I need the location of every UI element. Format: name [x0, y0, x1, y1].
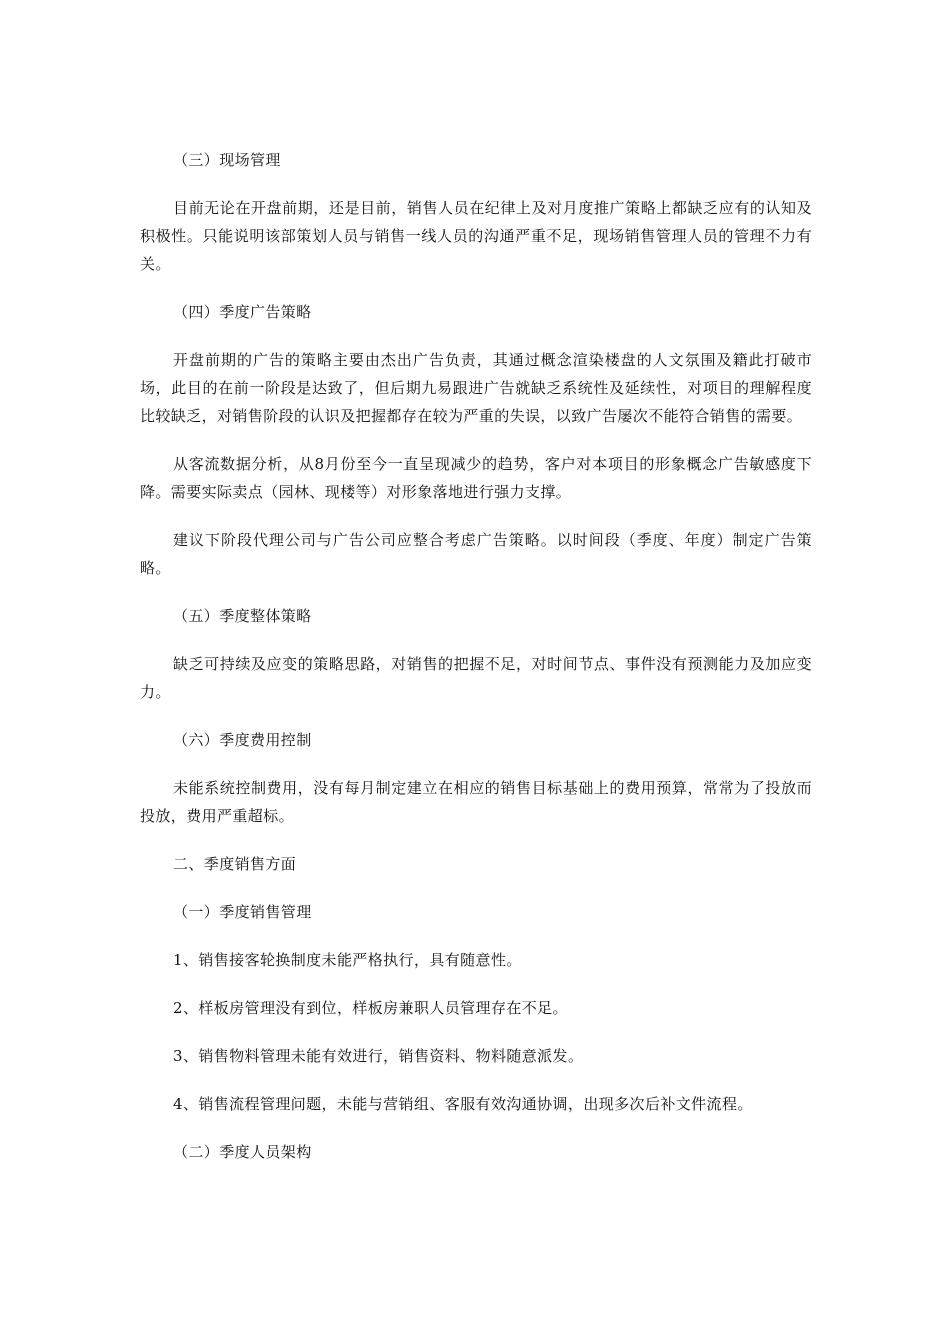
- paragraph-overall-strategy: 缺乏可持续及应变的策略思路，对销售的把握不足，对时间节点、事件没有预测能力及加应变力。: [140, 655, 812, 701]
- list-item-2: 2、样板房管理没有到位，样板房兼职人员管理存在不足。: [173, 999, 568, 1017]
- paragraph-cost-control: 未能系统控制费用，没有每月制定建立在相应的销售目标基础上的费用预算，常常为了投放而投放，费用严重超标。: [140, 779, 812, 825]
- paragraph-ad-recommendation: 建议下阶段代理公司与广告公司应整合考虑广告策略。以时间段（季度、年度）制定广告策略。: [140, 531, 812, 577]
- document-body: [140, 146, 812, 1186]
- section-heading-sales: 二、季度销售方面: [173, 855, 297, 873]
- paragraph-traffic-analysis: 从客流数据分析，从8月份至今一直呈现减少的趋势，客户对本项目的形象概念广告敏感度下降。需要实际卖点（园林、现楼等）对形象落地进行强力支撑。: [140, 455, 812, 501]
- section-heading-overall-strategy: （五）季度整体策略: [173, 607, 312, 625]
- section-heading-staff-structure: （二）季度人员架构: [173, 1143, 312, 1161]
- list-item-1: 1、销售接客轮换制度未能严格执行，具有随意性。: [173, 951, 522, 969]
- section-heading-cost-control: （六）季度费用控制: [173, 731, 312, 749]
- section-heading-site-management: （三）现场管理: [173, 151, 281, 169]
- list-item-4: 4、销售流程管理问题，未能与营销组、客服有效沟通协调，出现多次后补文件流程。: [173, 1095, 753, 1113]
- section-heading-sales-management: （一）季度销售管理: [173, 903, 312, 921]
- paragraph-site-management: 目前无论在开盘前期，还是目前，销售人员在纪律上及对月度推广策略上都缺乏应有的认知及积极性。只能说明该部策划人员与销售一线人员的沟通严重不足，现场销售管理人员的管理不力有关。: [140, 199, 812, 273]
- paragraph-advertising-strategy: 开盘前期的广告的策略主要由杰出广告负责，其通过概念渲染楼盘的人文氛围及籍此打破市场，此目的在前一阶段是达致了，但后期九易跟进广告就缺乏系统性及延续性，对项目的理解程度比较缺乏，对销售阶段的认识及把握都存在较为严重的失误，以致广告屡次不能符合销售的需要。: [140, 351, 812, 425]
- section-heading-advertising-strategy: （四）季度广告策略: [173, 303, 312, 321]
- list-item-3: 3、销售物料管理未能有效进行，销售资料、物料随意派发。: [173, 1047, 584, 1065]
